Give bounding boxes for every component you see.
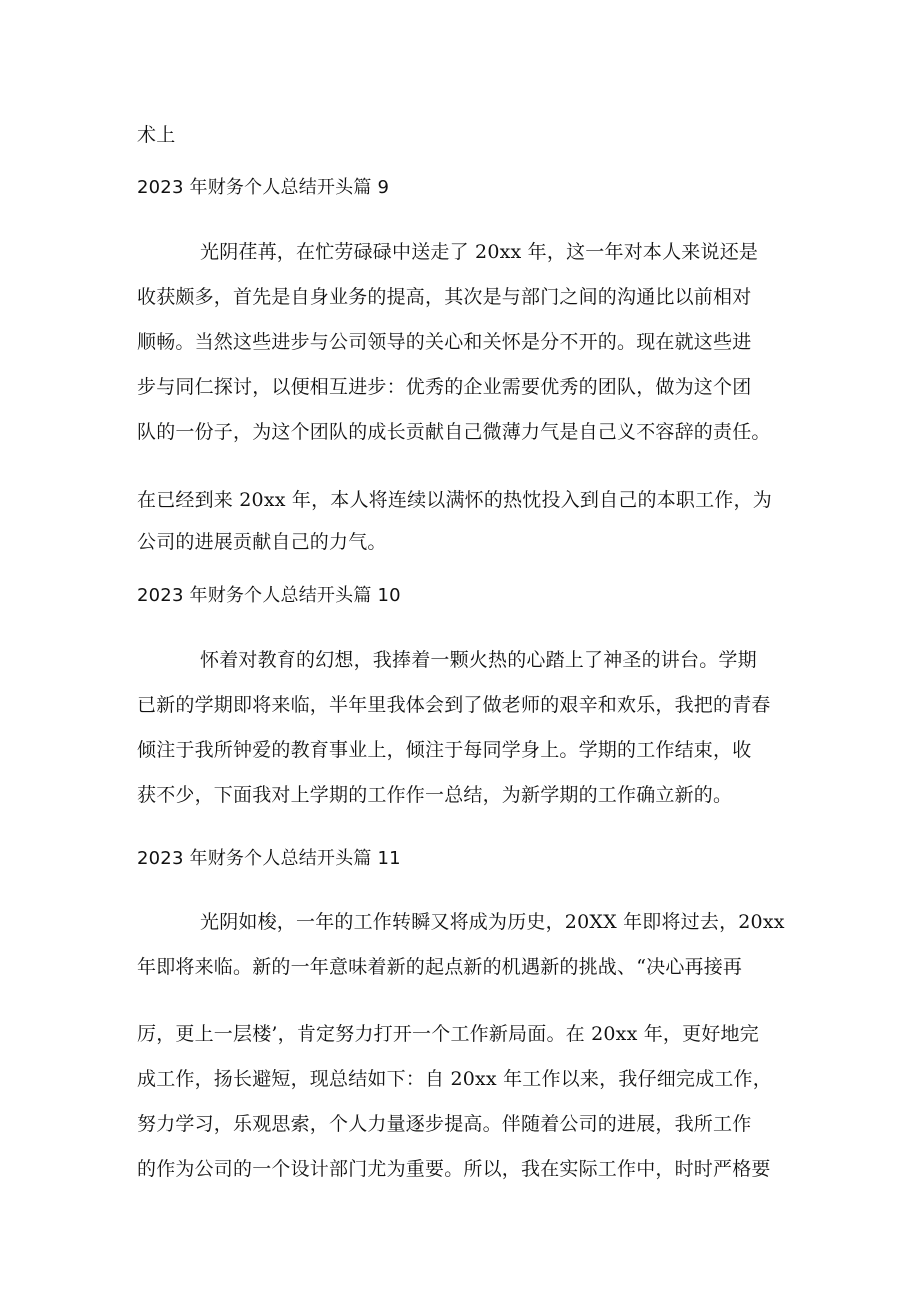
paragraph-line: 怀着对教育的幻想，我捧着一颗火热的心踏上了神圣的讲台。学期: [200, 649, 757, 671]
section-heading-11: 2023 年财务个人总结开头篇 11: [137, 848, 401, 869]
paragraph-line: 顺畅。当然这些进步与公司领导的关心和关怀是分不开的。现在就这些进: [137, 331, 752, 353]
paragraph-line: 步与同仁探讨，以便相互进步：优秀的企业需要优秀的团队，做为这个团: [137, 376, 752, 398]
fragment-text: 术上: [137, 124, 176, 146]
paragraph-line: 努力学习，乐观思索，个人力量逐步提高。伴随着公司的进展，我所工作: [137, 1113, 752, 1135]
paragraph-line: 年即将来临。新的一年意味着新的起点新的机遇新的挑战、“决心再接再: [137, 956, 743, 978]
paragraph-line: 在已经到来 20xx 年，本人将连续以满怀的热忱投入到自己的本职工作，为: [137, 489, 772, 511]
paragraph-line: 厉，更上一层楼’，肯定努力打开一个工作新局面。在 20xx 年，更好地完: [137, 1023, 759, 1045]
paragraph-line: 获不少，下面我对上学期的工作作一总结，为新学期的工作确立新的。: [137, 784, 733, 806]
paragraph-line: 公司的进展贡献自己的力气。: [137, 531, 387, 553]
section-heading-10: 2023 年财务个人总结开头篇 10: [137, 585, 401, 606]
paragraph-line: 光阴如梭，一年的工作转瞬又将成为历史，20XX 年即将过去，20xx: [200, 911, 785, 933]
paragraph-line: 收获颇多，首先是自身业务的提高，其次是与部门之间的沟通比以前相对: [137, 286, 752, 308]
section-heading-9: 2023 年财务个人总结开头篇 9: [137, 177, 390, 198]
paragraph-line: 光阴荏苒，在忙劳碌碌中送走了 20xx 年，这一年对本人来说还是: [200, 241, 759, 263]
paragraph-line: 的作为公司的一个设计部门尤为重要。所以，我在实际工作中，时时严格要: [137, 1158, 771, 1180]
paragraph-line: 倾注于我所钟爱的教育事业上，倾注于每同学身上。学期的工作结束，收: [137, 739, 752, 761]
paragraph-line: 队的一份子，为这个团队的成长贡献自己微薄力气是自己义不容辞的责任。: [137, 421, 771, 443]
paragraph-line: 已新的学期即将来临，半年里我体会到了做老师的艰辛和欢乐，我把的青春: [137, 694, 771, 716]
paragraph-line: 成工作，扬长避短，现总结如下：自 20xx 年工作以来，我仔细完成工作，: [137, 1068, 772, 1090]
